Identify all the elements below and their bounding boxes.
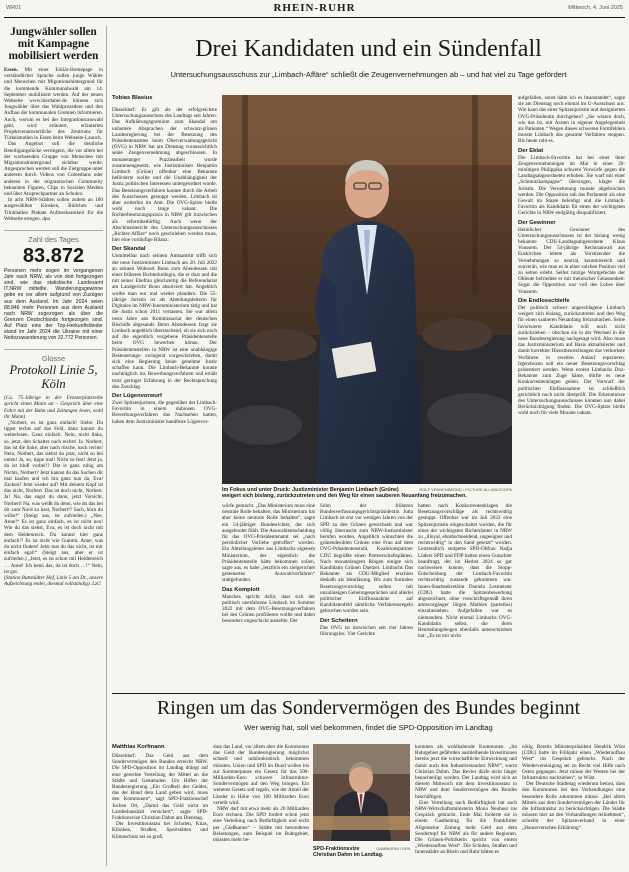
zahl-des-tages-text: Personen mehr zogen im vergangenen Jahr nach NRW, als von dort fortgezogen sind, wie das statistische Landesamt IT.NRW mitteilte. Wanderungsgewinne gebe es vor allem aufgrund von Zuzügen aus dem Ausland. Im Jahr 2024 seien 88.846 mehr Personen aus dem Ausland nach NRW zugezogen als über die Grenzen Deutschlands fortgezogen sind. Auf Platz eins der Top-Herkunftsländer stand im Jahr 2024 die Ukraine mit einer Nettozuwanderung von 32.772 Personen.: [4, 268, 103, 342]
story2-column-1: [112, 744, 208, 868]
left-body-1: [4, 67, 103, 141]
limbach-photo-image: [222, 95, 512, 484]
story1-col1-text-b: Unmittelbar nach seinem Amtsantritt trifft sich der neue Justizminister Limbach am 20. Juli 2022 an seinem Wohnort Bonn zum Abendessen mit einer früheren Richterkollegin, die er duzt und die mit seiner Ehefrau gleichzeitig die Referendariat am Landgericht Bonn absolviert hat. Angeblich wollte man nur mal wieder plaudern. Die 55-jährige Juristin ist als Abteilungsleiterin für Digitales im NRW-Innenministerium tätig und hat die Justiz schon 2011 verlassen. Sie war allein neun Jahre ans Kommissariat der deutschen Bischöfe abgesandt. Beim Abendessen fragt sie Limbach angeblich überraschend, ob sie sich noch auf die eigentlich vergebene Präsidentenstelle beim OVG bewerben könne. Der Präsidentenstellen in NRW ist eine unabhängige Besteuerungs- zwingend vorgeschrieben, damit sich eine Regierung keine genehme Justiz schaffen kann. Die Limbach-Bekannte konnte nachträglich ins Bewerbungsverfahren und erhält trotz geringer Erfahrung in der Rechtsprechung den Zuschlag.: [112, 253, 217, 390]
story1-column-3: [320, 503, 413, 690]
left-column: [4, 26, 107, 866]
story2-photo-credit: GAMBARINI / DPA: [376, 846, 410, 851]
story2-col2-text: dass das Land, vor allem aber die Kommunen das Geld der Bundesregierung möglichst schnell und unbürokratisch bekommen müssten. Union und SPD im Bund wollen bis zur Sommerpause ein Gesetz für das 500-Milliarden-Euro schwere Infrastruktur-Sondervermögen auf den Weg bringen. Ein weiteres Gesetz soll regeln, wie der Anteil der Länder in Höhe von 100 Milliarden Euro verteilt wird.: [213, 744, 309, 806]
story1-col4-text-b: Die Limbach-Favoritin hat bei einer ihrer Zeugenvernehmungen im Mai in einer 20-minütigen Philippika schwere Vorwürfe gegen die Landtagsabgeordneten erhoben. Sie warf mit einer „Schmutzkampagne“ überzogen, klagte die Juristin. Die Vernehmung musste abgebrochen werden. Die Opposition sah das Parlament als eine Gewalt im Staate beleidigt und die Limbach-Favoritin als Kandidatin für einen der wichtigsten Gerichte in NRW endgültig disqualifiziert.: [518, 154, 625, 217]
zahl-des-tages-label: Zahl des Tages: [4, 230, 103, 244]
story2-column-3: [415, 744, 517, 868]
story1-subhead-endlosschleife: Die Endlosschleife: [518, 297, 570, 304]
story1-col2-text-b: Manches spricht dafür, dass sich der politisch unerfahrene Limbach im Sommer 2022 mit dem OVG-Besetzungsverfahren bei den Grünen profilieren wollte und dabei besonders ungeschickt anstellte. Der: [222, 593, 315, 625]
story2-column-4: [522, 744, 625, 868]
glosse-intro: (Ca. 75-Jährige in der Fensterplatzreihe spricht einen Mann an – Gespräch über eine Fahrt mit der Bahn und Zeitungen lesen, wohl ihr Mann): [4, 395, 103, 420]
story2-author: Matthias Korfmann: [112, 744, 165, 750]
story1-col2-text: würfe gemacht. „Das Ministerium muss eine neutrale Rolle behalten, das Ministerium hat aber keine neutrale Rolle behalten“, sagte ein 54-jähriger Bundesrichter, der sich ausgebootet fühlt. Die Auswahlentscheidung für das OVG-Präsidentenamt sei „nach persönlicher Vorliebe getroffen“ worden. Ein Abteilungsleiter aus Limbachs eigenem Ministerium, der eigentlich die Präsidentenstelle hätte bekommen sollen, sagte aus, es habe „letztlich ein zielgerichtet gesteuertes Auswahlverfahren“ stattgefunden.: [222, 503, 315, 584]
story2-col1-text: Düsseldorf. Das Geld aus dem Sondervermögen des Bundes erreicht NRW. Die SPD-Opposition im Landtag drängt auf eine gerechte Verteilung der Mittel an die Städte und Gemeinden. Um Hilfen der Bundesregierung „Ein Großteil des Geldes, das der Bund dem Land geben wird, muss den Kommunen“, sagt SPD-Fraktionschef Jochen Ott, „Damit das Geld nicht im Landeshaushalt versickert“, sagte SPD-Fraktionsvize Christian Dahm am Dienstag.: [112, 753, 208, 822]
story2-col1-text-b: Der Investitionsstau bei Schulen, Kitas, Kliniken, Straßen, Sportstätten und Klimaschutz sei so groß,: [112, 821, 208, 840]
section-title: RHEIN-RUHR: [273, 2, 356, 14]
glosse-title: Protokoll Linie 5, Köln: [9, 363, 98, 392]
story-divider: [112, 693, 625, 694]
story1-subhead-komplott: Das Komplott: [222, 586, 260, 593]
story2-col4-text-b: Der Deutsche Städtetag wiederum betont, dass den Kommunen bei den Verhandlungen eine besondere Rolle zukommen müsse. „Bei allem Mittels aus dem Sondervermögen der Länder für die Infrastruktur zu berücksichtigen. Die Städte müssen hier an den Verhandlungen teilnehmen“, schreibt der Spitzenverband in einer „Hannoverschen Erklärung“.: [522, 781, 625, 831]
left-body-3-text: In acht NRW-Städten sollen zudem an 100 ausgewählten Kiosken, Büdchen und Trinkhallen Plakate Aufmerksamkeit für die Webseite erregen.: [4, 197, 103, 222]
story2-photo-caption: [313, 846, 410, 859]
story2-col4-text: nötig. Bereits Ministerpräsident Hendrik Wüst (CDU) hatte im Frühjahr einen „Wiederaufbau West“ ins Gespräch gebracht. Nach der Wiedervereinigung sei zu Recht viel Hilfe nach Osten gegangen. Jetzt müsse der Westen bei der Infrastruktur nachziehen“, so Wüst.: [522, 744, 625, 782]
story1-subhead-gewinner: Der Gewinner: [518, 219, 556, 226]
story2-col2-text-b: NRW darf mit etwa mehr als 20 Milliarden Euro rechnen. Die SPD fordert schon jetzt eine Verteilung nach Bedürftigkeit und nicht per „Gießkanne“ – Städte mit besonderen Belastungen, zum Beispiel im Ruhrgebiet, müssten mehr be-: [213, 806, 309, 844]
story2-col3-text-b: Eine Verteilung nach Bedürftigkeit hat auch NRW-Wirtschaftsministerin Mona Neubaur ins Gespräch gebracht. Ende Mai forderte sie in einem Gastbeitrag für die Frankfurter Allgemeine Zeitung mehr Geld aus dem Sondertopf für NRW als für andere Regionen. Die Grünen-Politikerin spricht von einem „Wiederaufbau West“. Die Schulen, Straßen und Innenstädte an Rhein und Ruhr hätten es: [415, 799, 517, 856]
story1-col5-text: hatten nach Konkurrentenklagen die Besetzungsvorschläge als rechtswidrig gestoppt. Offenbar war im Juli 2022 eine Spitzenjuristin eingeschaltet worden, die für eines der wichtigsten Richterämter in NRW zu „illoyal, ehrabschneidend, ungeeignet und rechtswidrig“ in den Sand gesetzt“ worden. Letztendlich stolperte SPD-Obfrau Nadja Lüders SPD und FDP hatten einen Gutachter beauftragt, der im Herbst 2024 so gar nachweisen konnte, dass die Stopp-Entscheidung der Limbach-Favoritin rechtswidrig zustande gekommen war. Innen-Staatssekretärin Daniela Lesmeister (CDU) hatte die Spitzenbewerbung abgezeichnet, ohne vorschriftsgemäß ihren amtsvorgänger Jürgen Mathies (parteilos) einzubeziehen. Aufgefallen war es niemandem. Nicht einmal Limbachs OVG-Kandidatin selbst, die ihren Beurteilungsbogen ebenfalls unterschrieben hat: „Es ist mir nicht: [418, 503, 512, 640]
zahl-des-tages-value: 83.872: [22, 245, 85, 268]
story2-subline: Wer wenig hat, soll viel bekommen, findet die SPD-Opposition im Landtag: [244, 723, 493, 732]
glosse-label: Glosse: [4, 349, 103, 363]
story1-author: Tobias Blasius: [112, 95, 153, 101]
story1-col1-text: Düsseldorf. Er gilt als der erfolgreichste Untersuchungsausschuss des Landtags seit Jahren. Das Aufklärungsgremium zum Skandal um unlautere Absprachen der schwarz-grünen Landesregierung bei der Besetzung des Präsidentenamtes beim Oberverwaltungsgericht (OVG) in NRW hat am Dienstag voraussichtlich seine Zeugenvernehmung abgeschlossen. In monatelanger Puzzlearbeit wurde zusammengesetzt, wie Justizminister Benjamin Limbach (Grüne) offenbar eine Bekannte beförderte wollte und die Unabhängigkeit der Justiz politischen Interessen untergeordnet wurde. Das Besetzungsverfahren konnte durch die Arbeit des Ausschusses gestoppt werden. Limbach ist aber weiterhin im Amt. Die OVG-Spitze bleibt wohl noch lange vakant. Die Richterbesetzungspraxis in NRW gilt inzwischen als reformbedürftig. Auch wenn der Abschlussbericht des Untersuchungsausschusses „Richter-Affäre“ noch geschrieben werden muss, hier eine vorläufige Bilanz:: [112, 107, 217, 244]
story1-subhead-scheitern: Der Scheitern: [320, 617, 358, 624]
left-dateline: Essen.: [4, 67, 18, 73]
left-body-3: [4, 197, 103, 222]
story1-subhead-skandal: Der Skandal: [112, 246, 146, 253]
story1-col3-text-b: Das OVG ist inzwischen seit vier Jahren führungslos. Vier Gerichte: [320, 624, 413, 637]
story1-column-1: [112, 95, 217, 690]
glosse-body: „Norbert, es ist ganz einfach! Siehe: Du tippst rechts auf das Feld, dann kannst du weiterlesen. Ganz einfach. Nein, nicht links, so, jetzt, den Schalter nach rechts! Ja. Norbert, das ist die linke, aber nach rüsche, nach rechts! Nein, Norbert, das siehst du jetzt, nicht so bei unten! Ja, so, tippe mal! Nicht so fest! Jetzt ja, da ist bloß vorbei!? Dat is ganz ruhig am Nichts, Norbert? Jetzt kannst du das Suchen dir mal kaufen und ich bin ganz nun da, Eva! Zacken? Jetzt wieder auf! Mit deinem Kopf ist das nicht, Norbert. Das ist doch nicht, Norbert. Ja! Na, das sagst du dann, jetzt Vorsicht, Norbert! Na, was weißt du denn, wie du das bei dir zum Nord zu hast, Norbert!? Sach, hörn du willst!“ (Steigt aus, ist zufrieden.) „Nee, Anne!“ Es ist ganz einfach, es ist nicht neu! Wie du das siehst, Eva, es ist doch nicht mit dem Heidenreich. Du kannst hier ganz einfach!? Es ist nicht wie Gummi, Anne, was du nicht findest! Jetzt tust du das nicht, ist mir einfach egal!“ (Steigt aus, aber er ist zufrieden.) „Jetzt, es ist schon mit Heidenreich … Anne! Ich kenn das, da ist doch …!“ Nein, ist gut.: [4, 420, 103, 575]
story1-col4-text-d: Der politisch schwer angeschlagene Limbach weigert sich bislang, zurückzutreten und den Weg für einen sauberen Neuanfang freizumachen. Seine favorisierte Kandidatin will noch nicht zurückziehen – obschon sie in der Wechsel in die neue Bundesregierung nachgesagt wird. Also muss das Justizministerium auf Basis aktualisierter und damit korrekter Dienstbeurteilungen das verkorkste Verfahren in zweiten Anlauf reparieren. Irgendwann soll ein neuer Besetzungsvorschlag präsentiert werden. Wenn erneut Limbachs Duz-Bekannte zum Zuge käme, dürfte es neue Konkurrentenklagen geben. Der Vorwurf der politischen Einflussnahme ist schließlich gerichtlich noch nicht überprüft. Die Erkenntnisse des Untersuchungsausschusses könnten nun dabei Berücksichtigung finden. Die OVG-Spitze bleibt wohl noch für viele Monate vakant.: [518, 304, 625, 417]
left-body-2: Das Angebot soll die deutliche Beteiligungslücke verringern, die vor allem bei der wachsenden Gruppe von Menschen mit Migrationshintergrund sichtbar werde. Angesprochen werden soll die Zielgruppe unter anderem durch Videos von Comedians oder anderen in der migrantischen Community bekannten Figuren, Clips in Sozialen Medien und über Ansprechpartner an Schulen.: [4, 141, 103, 198]
story1-column-2: [222, 503, 315, 690]
story2-headline: Ringen um das Sondervermögen des Bundes beginnt: [156, 697, 581, 719]
story1-col4-text-c: Heimlicher Gewinner des Untersuchungsausschusses ist der bislang wenig bekannte CDU-Landtagsabgeordnete Klaus Voussem. Der 54-jährige Rechtsanwalt aus Euskirchen leitete als Vorsitzender die Vernehmungen so neutral, kenntnisreich und souverän, wie man es in einer solchen Position viel zu selten erlebt. Selbst hitzige Wortgefechte der Obleute befriedete er mit rheinischer Gelassenheit. Sogar die Opposition war voll des Lobes über Voussem.: [518, 226, 625, 295]
story2-photo-caption-text: SPD-Fraktionsvize Christian Dahm im Landtag.: [313, 846, 384, 859]
story1-subline: Untersuchungsausschuss zur „Limbach-Affäre“ schließt die Zeugenvernehmungen ab – und hat viel zu Tage gefördert: [170, 70, 567, 79]
story1-col4-text: aufgefallen, sonst hätte ich es beanstandet“, sagte sie am Dienstag noch einmal im U-Ausschuss aus. Wie kann das einer Spitzenjuristin und designierten OVG-Präsidentin durchgehen? „Sie wissen doch, wie das ist, mit Ärzten in eigener Angelegenheit als Patienten.“ Wegen dieses schweren Formfehlers musste Limbach das gesamte Verfahren stoppen. Bis heute ruht es.: [518, 95, 625, 145]
story2-col3-text: kommen als wohlhabende Kommunen. „Im Ruhrgebiet gefährden ausbleibende Investitionen bereits jetzt die wirtschaftliche Entwicklung und damit auch den Industriestandort NRW“, warnt Christian Dahm. Das Revier dürfe nicht länger benachteiligt werden. Der Landtag wird sich an diesem Mittwoch mit dem Investitionsstau in NRW und dem Sondervermögen des Bundes beschäftigen.: [415, 744, 517, 800]
limbach-photo: [222, 95, 512, 484]
story2-column-2: [213, 744, 309, 868]
story1-headline: Drei Kandidaten und ein Sündenfall: [195, 36, 542, 62]
story1-photo-caption: [222, 487, 512, 500]
left-body-3-agency: dpa: [42, 215, 51, 222]
left-headline: Jungwähler sollen mit Kampagne mobilisiert werden: [8, 26, 99, 62]
dahm-photo: [313, 744, 410, 841]
story1-col3-text: Sohn der früheren Bundesverfassungsgerichtspräsidentin Jutta Limbach ist erst vor wenigen Jahren von der SPD zu den Grünen gewechselt und war völlig überrascht zum NRW-Justizminister berufen worden. Angeblich wünschten die grünendesiblen Grünen eine Frau auf dem OVG-Präsidentenstuhl, Koalitionspartner CDU begrüßte einen Partnerschaftsplänen. Nach monatelangem Ringen einigte sich Kandidatin Grünen Duetzel. Limbachs Das Bekannte als CDU-Mitglied erschien deshalb als Idealläsung. Bis zum formalen Besetzungsvorschlag sollen mit unzulässigen Geheimgesprächen und allerlei politischer Einflussnahme auf Kandidatenfeld sämtliche Verfahrensregeln gebrochen worden sein.: [320, 503, 413, 615]
glosse-footer: (Station Buttstädter Hof, Linie 5 am Dr., unsere Aufzeichnung endet, diesmal vollständig). LzG: [4, 575, 103, 588]
issue-date: Mittwoch, 4. Juni 2025: [568, 5, 623, 11]
left-body-1-text: Mit einer Erklär-Homepage in verständlicher Sprache sollen junge Wähler und Menschen mit Migrationshintergrund für die kommende Kommunalwahl am 14. September mobilisiert werden. Auf der neuen Webseite www.hierdabei.de können sich Jungwähler über das Wahlprozedere und den Aufbau der kommunalen Gremien informieren. Auch, worum es bei der Integrationsratswahl geht, wird erläutert, erläuterten Projektverantwortliche des Zentrums für Türkeistudien in Essen beim Webseite-Launch.: [4, 67, 103, 142]
story1-subhead-eklat: Der Eklat: [518, 147, 544, 154]
story1-photo-caption-text: Im Fokus und unter Druck: Justizminister Benjamin Limbach (Grüne) weigert sich bislang, zurückzutreten und den Weg für einen sauberen Neuanfang freizumachen.: [222, 487, 467, 500]
story1-column-5: [418, 503, 512, 690]
story1-col1-text-c: Zwei Spitzenjuristen, die gegenüber der Limbach-Favoritin in einem dubiosen OVG-Bewerbungsverfahren das Nachsehen hatten, haben dem Justizminister handfeste Lügenvor-: [112, 399, 217, 425]
story1-subhead-luegenvorwurf: Der Lügenvorwurf: [112, 392, 162, 399]
story1-column-4: [518, 95, 625, 690]
story1-photo-credit: ROLF VENNENBERND / PICTURE ALLIANCE/DPA: [419, 487, 512, 492]
masthead: [4, 0, 625, 18]
page-code: WR01: [6, 5, 22, 11]
dahm-photo-image: [313, 744, 410, 841]
